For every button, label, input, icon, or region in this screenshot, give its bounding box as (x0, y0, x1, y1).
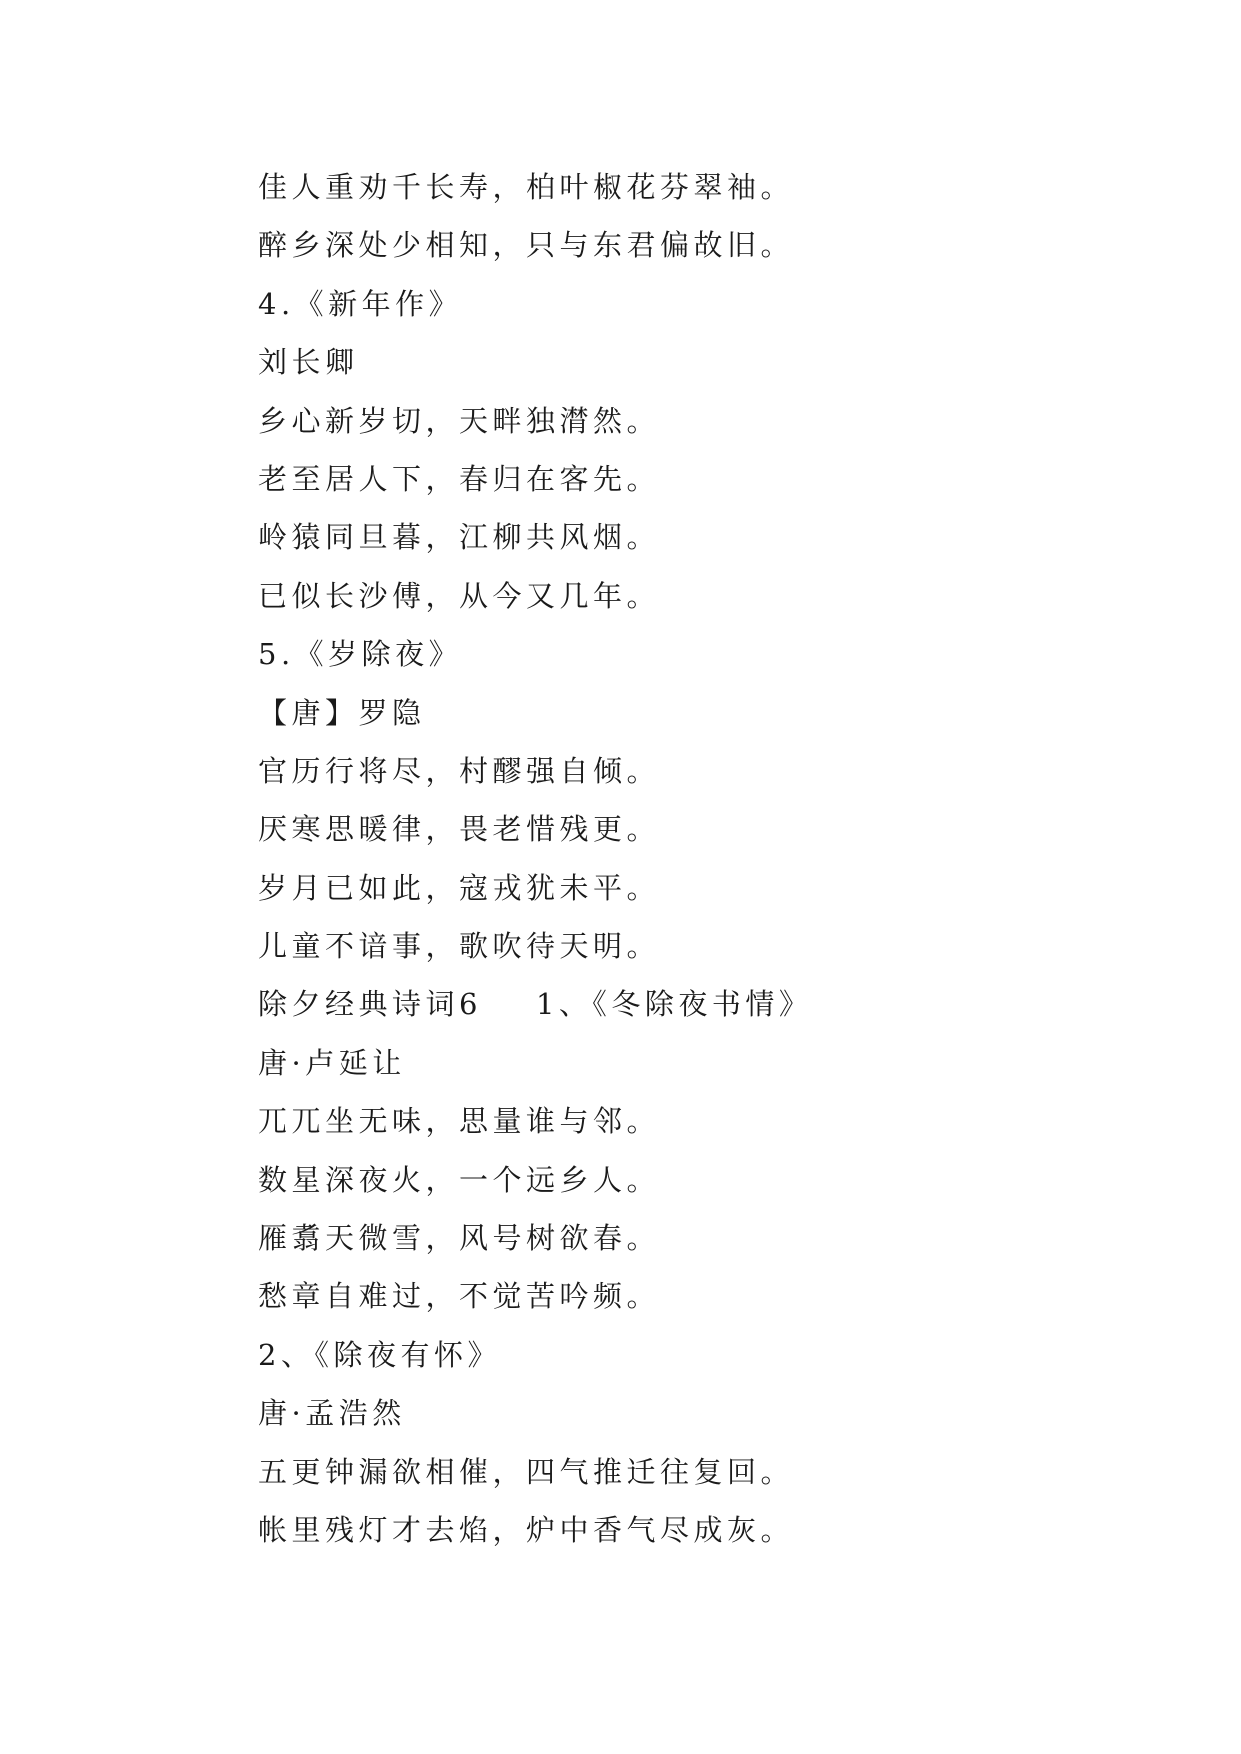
poem-line: 乡心新岁切，天畔独潸然。 (258, 403, 661, 438)
poem-line: 岭猿同旦暮，江柳共风烟。 (258, 520, 661, 555)
poem-line: 官历行将尽，村醪强自倾。 (258, 753, 661, 788)
section-heading: 除夕经典诗词6 (258, 987, 482, 1022)
poem-line: 帐里残灯才去焰，炉中香气尽成灰。 (258, 1512, 795, 1547)
poem-line: 数星深夜火，一个远乡人。 (258, 1162, 661, 1197)
poem-author: 唐·孟浩然 (258, 1396, 406, 1431)
poem-title: 2、《除夜有怀》 (258, 1337, 501, 1372)
poem-title: 5.《岁除夜》 (258, 637, 463, 672)
poem-line: 五更钟漏欲相催，四气推迁往复回。 (258, 1454, 795, 1489)
poem-title: 1、《冬除夜书情》 (535, 987, 813, 1022)
poem-line: 佳人重劝千长寿，柏叶椒花芬翠袖。 (258, 170, 795, 204)
section-heading-line (258, 975, 1098, 1033)
poem-text-block (258, 158, 1098, 1559)
poem-author: 唐·卢延让 (258, 1045, 406, 1080)
poem-line: 岁月已如此，寇戎犹未平。 (258, 870, 661, 905)
poem-line: 醉乡深处少相知，只与东君偏故旧。 (258, 228, 795, 263)
poem-line: 老至居人下，春归在客先。 (258, 461, 661, 496)
poem-author: 刘长卿 (258, 345, 359, 380)
poem-line: 雁翥天微雪，风号树欲春。 (258, 1221, 661, 1256)
poem-line: 已似长沙傅，从今又几年。 (258, 578, 661, 613)
poem-line: 兀兀坐无味，思量谁与邻。 (258, 1104, 661, 1139)
poem-line: 厌寒思暖律，畏老惜残更。 (258, 812, 661, 847)
poem-author: 【唐】罗隐 (258, 695, 426, 730)
poem-line: 儿童不谙事，歌吹待天明。 (258, 929, 661, 964)
poem-line: 愁章自难过，不觉苦吟频。 (258, 1279, 661, 1314)
poem-title: 4.《新年作》 (258, 286, 463, 321)
